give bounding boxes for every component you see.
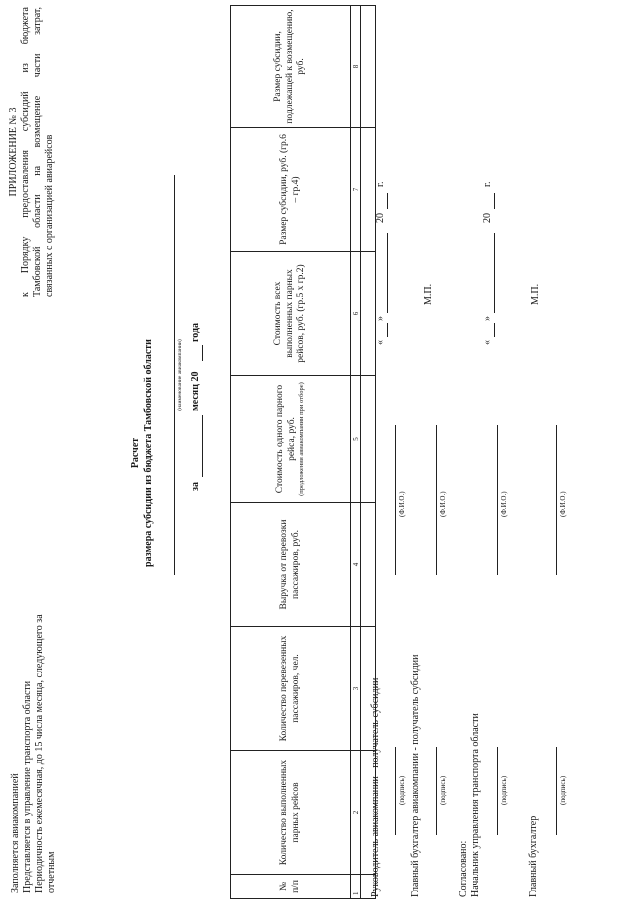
table-cell <box>361 128 376 252</box>
header-left-line3: Периодичность ежемесячная, до 15 числа месяца, следующего за <box>34 614 45 893</box>
column-number: 7 <box>351 128 361 252</box>
date-year-line <box>387 193 388 209</box>
stamp-label: М.П. <box>423 283 434 305</box>
transport-head-label: Начальник управления транспорта области <box>470 713 481 897</box>
table-header-cell: Размер субсидии, руб. (гр.6 – гр.4) <box>231 128 351 252</box>
name-caption: (Ф.И.О.) <box>559 491 567 517</box>
name-caption: (Ф.И.О.) <box>439 491 447 517</box>
header-left-line2: Представляется в управление транспорта области <box>22 680 33 893</box>
name-line <box>436 425 437 575</box>
name-line <box>556 425 557 575</box>
name-caption: (Ф.И.О.) <box>500 491 508 517</box>
header-left-line1: Заполняется авиакомпанией <box>10 773 21 893</box>
header-left <box>10 614 58 893</box>
signature-line <box>556 747 557 835</box>
subsidy-table <box>230 5 376 899</box>
sign-caption: (подпись) <box>439 775 447 805</box>
name-caption: (Ф.И.О.) <box>398 491 406 517</box>
table-header-cell <box>231 376 351 503</box>
date-year: 20 <box>482 213 493 223</box>
appendix-block <box>8 7 56 297</box>
column-number: 4 <box>351 503 361 627</box>
column-number: 5 <box>351 376 361 503</box>
sign-caption: (подпись) <box>500 775 508 805</box>
period-suffix: года <box>190 322 201 342</box>
table-cell <box>361 252 376 376</box>
table-number-row <box>351 6 361 899</box>
column-number: 1 <box>351 875 361 899</box>
doc-subtitle: размера субсидии из бюджета Тамбовской области <box>143 339 154 567</box>
appendix-line2: Тамбовской области на возмещение части затрат, <box>32 7 43 297</box>
date-month-line <box>387 233 388 313</box>
header-left-line4: отчетным <box>46 851 57 893</box>
table-header-cell: Размер субсидии, подлежащей к возмещению, руб. <box>231 6 351 128</box>
table-cell <box>361 376 376 503</box>
table-header-cell: № п/п <box>231 875 351 899</box>
column-number: 2 <box>351 751 361 875</box>
table-header-note: (предложения авиакомпании при отборе) <box>298 382 306 496</box>
signature-head-label: Руководитель авиакомпании - получатель субсидии <box>370 677 381 897</box>
agreed-label: Согласовано: <box>458 840 469 897</box>
signature-accountant-label: Главный бухгалтер авиакомпании - получатель субсидии <box>410 654 421 897</box>
period-prefix: за <box>190 481 201 491</box>
chief-accountant-label: Главный бухгалтер <box>528 815 539 897</box>
appendix-title: ПРИЛОЖЕНИЕ № 3 <box>8 107 19 197</box>
period-month-line <box>202 415 203 477</box>
date-day-line <box>387 323 388 337</box>
table-header-row <box>231 6 351 899</box>
date-year: 20 <box>375 213 386 223</box>
period-mid: месяц 20 <box>190 371 201 411</box>
table-header-cell: Количество выполненных парных рейсов <box>231 751 351 875</box>
date-month-line <box>494 233 495 313</box>
date-open: « <box>375 340 386 345</box>
table-header-cell: Выручка от перевозки пассажиров, руб. <box>231 503 351 627</box>
column-number: 6 <box>351 252 361 376</box>
appendix-line3: связанных с организацией авиарейсов <box>44 134 55 297</box>
signature-line <box>436 747 437 835</box>
date-year-line <box>494 193 495 209</box>
date-open: « <box>482 340 493 345</box>
table-cell <box>361 503 376 627</box>
date-suffix: г. <box>482 181 493 187</box>
appendix-line1: к Порядку предоставления субсидий из бюджета <box>20 7 31 297</box>
name-line <box>395 425 396 575</box>
table-header-cell: Стоимость всех выполненных парных рейсов, руб. (гр.5 х гр.2) <box>231 252 351 376</box>
date-day-line <box>494 323 495 337</box>
period-year-line <box>202 345 203 361</box>
column-number: 8 <box>351 6 361 128</box>
signature-line <box>395 747 396 835</box>
sign-caption: (подпись) <box>398 775 406 805</box>
doc-title: Расчет <box>130 437 141 469</box>
date-close: » <box>482 316 493 321</box>
table-cell <box>361 6 376 128</box>
company-name-line <box>174 175 175 575</box>
company-name-caption: (наименование авиакомпании) <box>177 339 183 411</box>
table-header-cell-text: Стоимость одного парного рейса, руб. <box>275 384 297 494</box>
stamp-label: М.П. <box>530 283 541 305</box>
date-close: » <box>375 316 386 321</box>
date-suffix: г. <box>375 181 386 187</box>
sign-caption: (подпись) <box>559 775 567 805</box>
table-header-cell: Количество перевезенных пассажиров, чел. <box>231 627 351 751</box>
name-line <box>497 425 498 575</box>
signature-line <box>497 747 498 835</box>
column-number: 3 <box>351 627 361 751</box>
